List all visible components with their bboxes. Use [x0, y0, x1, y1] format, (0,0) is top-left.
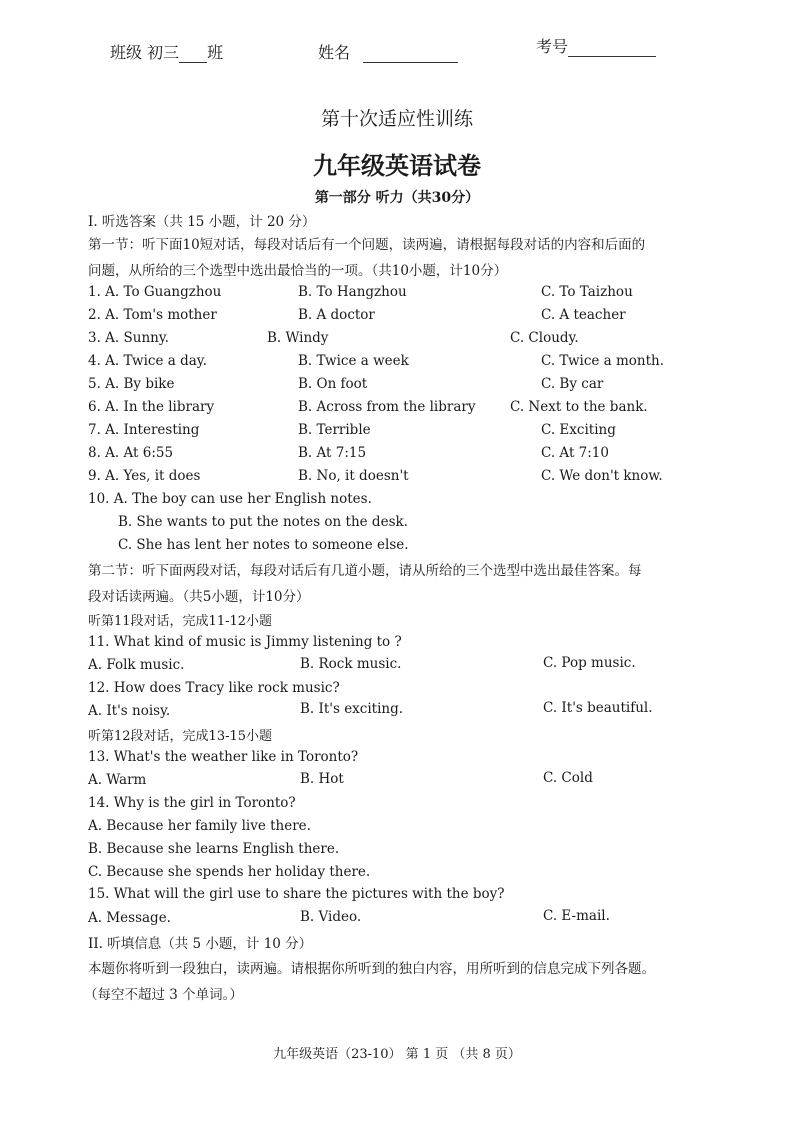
q8-option-b: B. At 7:15: [298, 445, 367, 461]
q5-option-a: 5. A. By bike: [88, 376, 175, 392]
q5-option-c: C. By car: [541, 376, 604, 392]
q1-option-b: B. To Hangzhou: [298, 284, 407, 300]
name-blank: [363, 46, 458, 63]
q6-option-b: B. Across from the library: [298, 399, 476, 415]
sec2-instruction-2: 段对话读两遍。（共5小题，计10分）: [88, 589, 310, 605]
q9-option-c: C. We don't know.: [541, 468, 663, 484]
section2-title: II. 听填信息（共 5 小题，计 10 分）: [88, 936, 313, 952]
q2-option-a: 2. A. Tom's mother: [88, 307, 217, 323]
q2-option-c: C. A teacher: [541, 307, 626, 323]
class-field: [110, 40, 223, 63]
q4-option-a: 4. A. Twice a day.: [88, 353, 207, 369]
q9-option-b: B. No, it doesn't: [298, 468, 409, 484]
q15-option-a: A. Message.: [88, 910, 171, 926]
section1-title: I. 听选答案（共 15 小题，计 20 分）: [88, 214, 316, 230]
q3-option-a: 3. A. Sunny.: [88, 330, 169, 346]
sec2-instruction-1: 第二节：听下面两段对话，每段对话后有几道小题，请从所给的三个选型中选出最佳答案。每: [88, 563, 642, 579]
q11-option-a: A. Folk music.: [88, 657, 185, 673]
section2-instruction-1: 本题你将听到一段独白，读两遍。请根据你所听到的独白内容，用所听到的信息完成下列各题。: [88, 961, 655, 977]
q13-option-c: C. Cold: [543, 770, 593, 786]
q10-option-b: B. She wants to put the notes on the desk.: [118, 514, 408, 530]
q1-option-a: 1. A. To Guangzhou: [88, 284, 222, 300]
q14-question: 14. Why is the girl in Toronto?: [88, 795, 296, 811]
class-blank: [179, 46, 207, 63]
q14-option-a: A. Because her family live there.: [88, 818, 311, 834]
part-title: 第一部分 听力（共30分）: [314, 190, 480, 206]
q13-question: 13. What's the weather like in Toronto?: [88, 749, 359, 765]
q8-option-c: C. At 7:10: [541, 445, 609, 461]
q2-option-b: B. A doctor: [298, 307, 375, 323]
exam-no-label: 考号: [536, 37, 569, 56]
name-field: [318, 40, 458, 63]
exam-no-field: [536, 34, 656, 57]
q6-option-c: C. Next to the bank.: [510, 399, 648, 415]
name-label: 姓名: [318, 43, 351, 62]
section2-instruction-2: （每空不超过 3 个单词。）: [84, 987, 243, 1003]
q11-option-c: C. Pop music.: [543, 655, 636, 671]
q12-option-b: B. It's exciting.: [300, 701, 404, 717]
q4-option-c: C. Twice a month.: [541, 353, 665, 369]
dialog12-label: 听第12段对话，完成13-15小题: [88, 729, 273, 744]
q15-option-c: C. E-mail.: [543, 908, 610, 924]
q11-question: 11. What kind of music is Jimmy listening to ?: [88, 634, 402, 650]
q7-option-b: B. Terrible: [298, 422, 371, 438]
class-suffix: 班: [207, 43, 224, 62]
q11-option-b: B. Rock music.: [300, 656, 402, 672]
q10-option-a: 10. A. The boy can use her English notes.: [88, 491, 372, 507]
q1-option-c: C. To Taizhou: [541, 284, 633, 300]
q3-option-c: C. Cloudy.: [510, 330, 579, 346]
q7-option-c: C. Exciting: [541, 422, 616, 438]
exam-no-blank: [568, 40, 656, 57]
page-footer: 九年级英语（23-10） 第 1 页 （共 8 页）: [273, 1047, 521, 1062]
q3-option-b: B. Windy: [267, 330, 329, 346]
sec1-instruction-1: 第一节：听下面10短对话，每段对话后有一个问题，读两遍，请根据每段对话的内容和后面的: [88, 237, 646, 253]
dialog11-label: 听第11段对话，完成11-12小题: [88, 614, 273, 629]
q7-option-a: 7. A. Interesting: [88, 422, 200, 438]
q12-question: 12. How does Tracy like rock music?: [88, 680, 340, 696]
q14-option-c: C. Because she spends her holiday there.: [88, 864, 371, 880]
q14-option-b: B. Because she learns English there.: [88, 841, 340, 857]
page-title: 九年级英语试卷: [313, 151, 481, 180]
q10-option-c: C. She has lent her notes to someone else.: [118, 537, 409, 553]
q5-option-b: B. On foot: [298, 376, 368, 392]
q9-option-a: 9. A. Yes, it does: [88, 468, 201, 484]
class-label: 班级 初三: [110, 43, 180, 62]
q12-option-a: A. It's noisy.: [88, 703, 171, 719]
q4-option-b: B. Twice a week: [298, 353, 409, 369]
sec1-instruction-2: 问题，从所给的三个选型中选出最恰当的一项。（共10小题，计10分）: [88, 263, 508, 279]
q12-option-c: C. It's beautiful.: [543, 700, 653, 716]
title-sub: 第十次适应性训练: [320, 108, 473, 130]
q8-option-a: 8. A. At 6:55: [88, 445, 174, 461]
q6-option-a: 6. A. In the library: [88, 399, 215, 415]
q15-question: 15. What will the girl use to share the pictures with the boy?: [88, 886, 505, 902]
q13-option-a: A. Warm: [88, 772, 147, 788]
q13-option-b: B. Hot: [300, 771, 344, 787]
q15-option-b: B. Video.: [300, 909, 362, 925]
